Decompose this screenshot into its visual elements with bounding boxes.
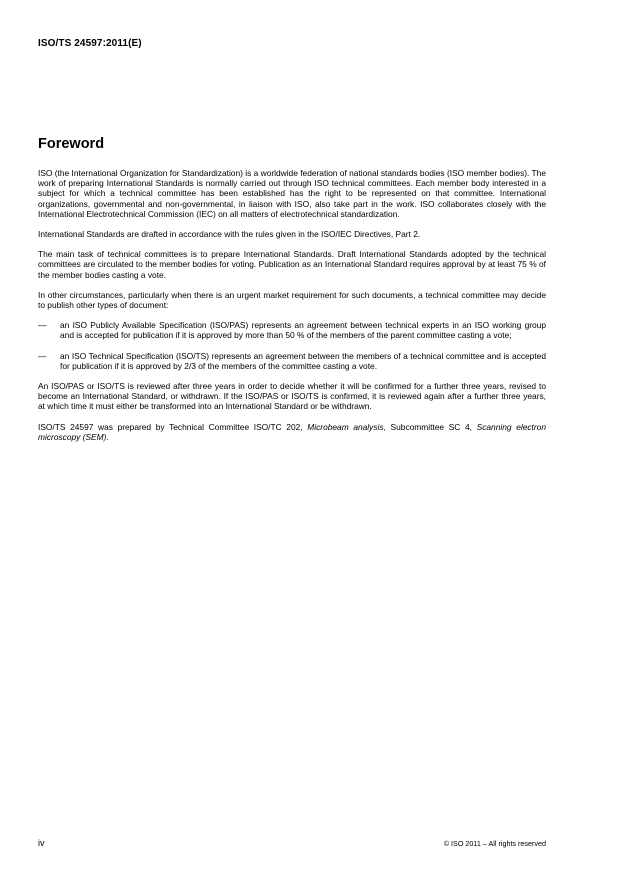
list-item-text-pas: an ISO Publicly Available Specification (ISO/PAS) represents an agreement between technical experts in an ISO working group and is accepted for publication if it is approved by more than 50 % of the members of the parent committee casting a vote;: [60, 320, 546, 341]
paragraph-review: An ISO/PAS or ISO/TS is reviewed after three years in order to decide whether it will be confirmed for a further three years, revised to become an International Standard, or withdrawn. If the ISO/PAS or ISO/TS is confirmed, it is reviewed again after a further three years, at which time it must either be transformed into an International Standard or be withdrawn.: [38, 381, 546, 412]
dash-bullet: —: [38, 320, 47, 331]
page-title: Foreword: [38, 136, 105, 152]
dash-bullet: —: [38, 350, 47, 361]
committee-name: Microbeam analysis: [307, 421, 384, 432]
paragraph-prepared-by: [38, 422, 546, 442]
paragraph-directives: International Standards are drafted in accordance with the rules given in the ISO/IEC Directives, Part 2.: [38, 229, 421, 240]
list-item: [38, 320, 546, 340]
copyright-notice: © ISO 2011 – All rights reserved: [443, 839, 546, 848]
list-item-text-ts: an ISO Technical Specification (ISO/TS) represents an agreement between the members of a technical committee and is accepted for publication if it is approved by 2/3 of the members of the committee casting a vote.: [60, 350, 546, 371]
subcommittee-name: Scanning electron microscopy (SEM): [38, 421, 546, 442]
subcommittee-text: , Subcommittee SC 4,: [383, 421, 477, 432]
period: .: [106, 431, 109, 442]
document-id-header: ISO/TS 24597:2011(E): [38, 38, 142, 49]
paragraph-other-circumstances: In other circumstances, particularly when there is an urgent market requirement for such documents, a technical committee may decide to publish other types of document:: [38, 289, 546, 311]
list-item: [38, 351, 546, 371]
paragraph-main-task: The main task of technical committees is to prepare International Standards. Draft International Standards adopted by the technical committees are circulated to the member bodies for voting. Publication as an International Standard requires approval by at least 75 % of the member bodies casting a vote.: [38, 249, 546, 280]
foreword-body: [38, 168, 546, 452]
page-number: iv: [38, 838, 45, 848]
paragraph-iso-intro: ISO (the International Organization for Standardization) is a worldwide federation of national standards bodies (ISO member bodies). The work of preparing International Standards is normally carried out through ISO technical committees. Each member body interested in a subject for which a technical committee has been established has the right to be represented on that committee. International organizations, governmental and non-governmental, in liaison with ISO, also take part in the work. ISO collaborates closely with the International Electrotechnical Commission (IEC) on all matters of electrotechnical standardization.: [38, 168, 546, 219]
prepared-by-text: ISO/TS 24597 was prepared by Technical Committee ISO/TC 202,: [38, 421, 308, 432]
